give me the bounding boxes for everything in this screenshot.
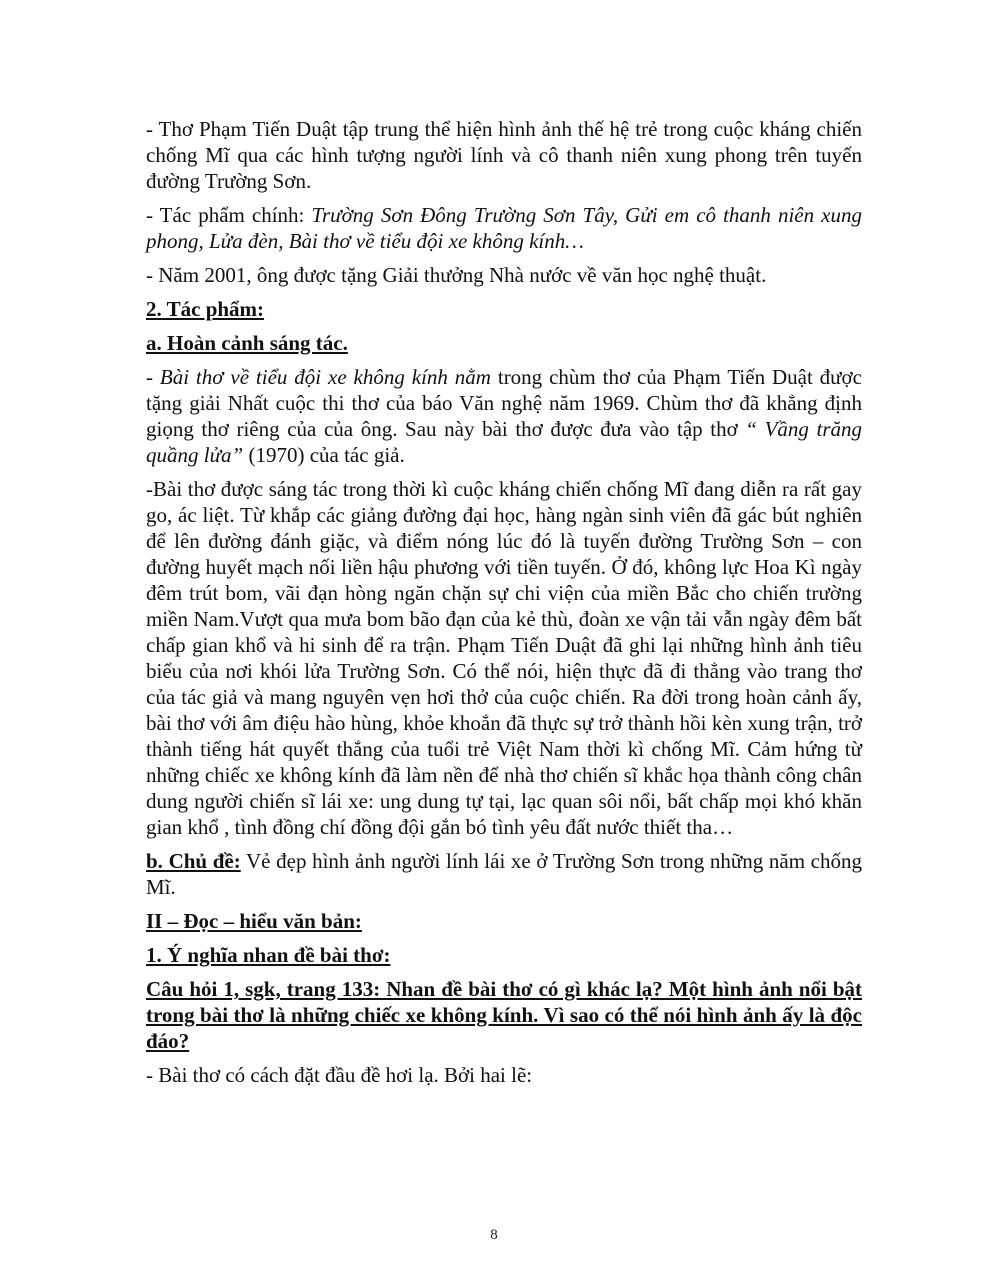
- section-heading-reading: II – Đọc – hiểu văn bản:: [146, 909, 362, 933]
- poem-origin-end: (1970) của tác giả.: [243, 443, 405, 467]
- paragraph-main-works: [146, 202, 862, 254]
- paragraph-title-reasons: - Bài thơ có cách đặt đầu đề hơi lạ. Bởi hai lẽ:: [146, 1063, 533, 1087]
- poem-collection-title: “ Vầng trăng quầng lửa”: [146, 417, 863, 467]
- subsection-heading-theme: b. Chủ đề:: [146, 849, 241, 873]
- paragraph-poem-origin: [146, 364, 862, 468]
- paragraph-award: - Năm 2001, ông được tặng Giải thưởng Nhà nước về văn học nghệ thuật.: [146, 263, 767, 287]
- subsection-heading-title-meaning: 1. Ý nghĩa nhan đề bài thơ:: [146, 943, 391, 967]
- paragraph-author-theme: - Thơ Phạm Tiến Duật tập trung thể hiện hình ảnh thế hệ trẻ trong cuộc kháng chiến chống Mĩ qua các hình tượng người lính và cô thanh niên xung phong trên tuyến đường Trường Sơn.: [146, 117, 862, 193]
- question-heading: Câu hỏi 1, sgk, trang 133: Nhan đề bài thơ có gì khác lạ? Một hình ảnh nổi bật trong bài thơ là những chiếc xe không kính. Vì sao có thể nói hình ảnh ấy là độc đáo?: [146, 977, 862, 1053]
- poem-title: - Bài thơ về tiểu đội xe không kính nằm: [146, 365, 491, 389]
- page-number: 8: [490, 1227, 498, 1243]
- main-works-prefix: - Tác phẩm chính:: [146, 203, 312, 227]
- main-works-list: Trường Sơn Đông Trường Sơn Tây, Gửi em cô thanh niên xung phong, Lửa đèn, Bài thơ về tiểu đội xe không kính…: [146, 203, 863, 253]
- section-heading-work: 2. Tác phẩm:: [146, 297, 265, 321]
- paragraph-historical-context: -Bài thơ được sáng tác trong thời kì cuộc kháng chiến chống Mĩ đang diễn ra rất gay go, ác liệt. Từ khắp các giảng đường đại học, hàng ngàn sinh viên đã gác bút nghiên để lên đường đánh giặc, và điểm nóng lúc đó là tuyến đường Trường Sơn – con đường huyết mạch nối liền hậu phương với tiền tuyến. Ở đó, không lực Hoa Kì ngày đêm trút bom, vãi đạn hòng ngăn chặn sự chi viện của miền Bắc cho chiến trường miền Nam.Vượt qua mưa bom bão đạn của kẻ thù, đoàn xe vận tải vẫn ngày đêm bất chấp gian khổ và hi sinh để ra trận. Phạm Tiến Duật đã ghi lại những hình ảnh tiêu biểu của nơi khói lửa Trường Sơn. Có thể nói, hiện thực đã đi thẳng vào trang thơ của tác giả và mang nguyên vẹn hơi thở của cuộc chiến. Ra đời trong hoàn cảnh ấy, bài thơ với âm điệu hào hùng, khỏe khoắn đã thực sự trở thành hồi kèn xung trận, trở thành tiếng hát quyết thắng của tuổi trẻ Việt Nam thời kì chống Mĩ. Cảm hứng từ những chiếc xe không kính đã làm nền để nhà thơ chiến sĩ khắc họa thành công chân dung người chiến sĩ lái xe: ung dung tự tại, lạc quan sôi nổi, bất chấp mọi khó khăn gian khổ , tình đồng chí đồng đội gắn bó tình yêu đất nước thiết tha…: [146, 477, 862, 839]
- paragraph-theme: [146, 848, 862, 900]
- subsection-heading-context: a. Hoàn cảnh sáng tác.: [146, 331, 348, 355]
- theme-text: Vẻ đẹp hình ảnh người lính lái xe ở Trường Sơn trong những năm chống Mĩ.: [146, 849, 862, 899]
- poem-origin-text: trong chùm thơ của Phạm Tiến Duật được tặng giải Nhất cuộc thi thơ của báo Văn nghệ năm 1969. Chùm thơ đã khẳng định giọng thơ riêng của của ông. Sau này bài thơ được đưa vào tập thơ: [146, 365, 862, 441]
- page-content: [146, 116, 862, 1096]
